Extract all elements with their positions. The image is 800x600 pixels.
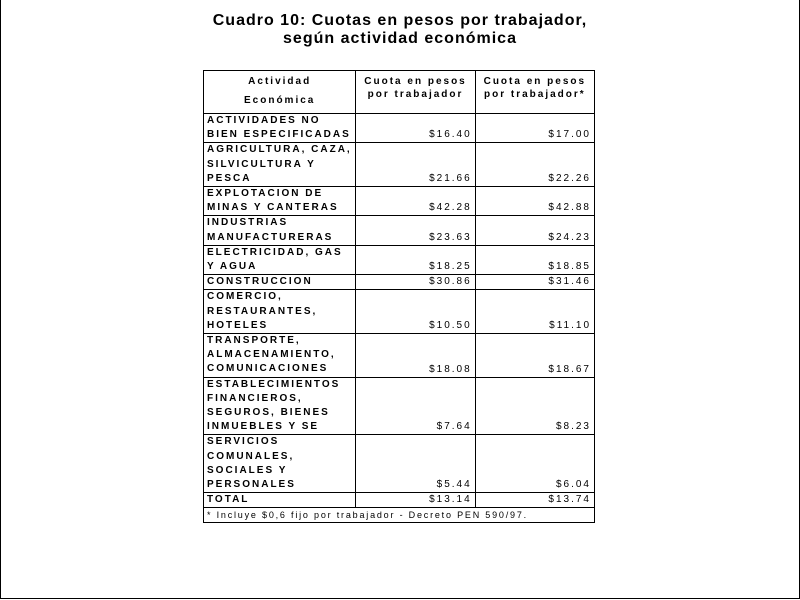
header-quota-2: Cuota en pesos por trabajador*	[475, 71, 594, 114]
footnote: * Incluye $0,6 fijo por trabajador - Decreto PEN 590/97.	[204, 508, 595, 523]
activity-cell: ESTABLECIMIENTOS FINANCIEROS, SEGUROS, BIENES INMUEBLES Y SE	[204, 377, 356, 435]
quota-1-cell: $18.25	[356, 245, 475, 274]
title-line-1: Cuadro 10: Cuotas en pesos por trabajador,	[212, 12, 588, 29]
table-row	[204, 216, 595, 245]
quota-2-cell: $17.00	[475, 114, 594, 143]
header-activity	[204, 71, 356, 114]
quota-2-cell: $31.46	[475, 275, 594, 290]
header-activity-line2: Económica	[244, 95, 316, 106]
activity-cell: ACTIVIDADES NO BIEN ESPECIFICADAS	[204, 114, 356, 143]
table-body	[204, 114, 595, 508]
page-title	[150, 12, 650, 48]
quota-2-cell: $11.10	[475, 290, 594, 334]
quota-1-cell: $30.86	[356, 275, 475, 290]
table-row	[204, 377, 595, 435]
quota-2-cell: $6.04	[475, 435, 594, 493]
quota-2-cell: $42.88	[475, 187, 594, 216]
quota-1-cell: $21.66	[356, 143, 475, 187]
quota-2-cell: $24.23	[475, 216, 594, 245]
activity-cell: SERVICIOS COMUNALES, SOCIALES Y PERSONALES	[204, 435, 356, 493]
quota-2-cell: $13.74	[475, 493, 594, 508]
table-row	[204, 290, 595, 334]
activity-cell: ELECTRICIDAD, GAS Y AGUA	[204, 245, 356, 274]
quota-2-cell: $22.26	[475, 143, 594, 187]
activity-cell: COMERCIO, RESTAURANTES, HOTELES	[204, 290, 356, 334]
activity-cell: EXPLOTACION DE MINAS Y CANTERAS	[204, 187, 356, 216]
header-activity-line1: Actividad	[248, 76, 312, 87]
quota-1-cell: $23.63	[356, 216, 475, 245]
title-line-2: según actividad económica	[283, 30, 517, 47]
table-row	[204, 143, 595, 187]
activity-cell: AGRICULTURA, CAZA, SILVICULTURA Y PESCA	[204, 143, 356, 187]
table-row	[204, 245, 595, 274]
header-quota-1: Cuota en pesos por trabajador	[356, 71, 475, 114]
quota-1-cell: $7.64	[356, 377, 475, 435]
table-row	[204, 114, 595, 143]
total-row	[204, 493, 595, 508]
quota-1-cell: $18.08	[356, 334, 475, 378]
activity-cell: INDUSTRIAS MANUFACTURERAS	[204, 216, 356, 245]
footnote-row	[204, 508, 595, 523]
quota-1-cell: $5.44	[356, 435, 475, 493]
activity-cell: CONSTRUCCION	[204, 275, 356, 290]
quota-2-cell: $18.67	[475, 334, 594, 378]
activity-cell: TOTAL	[204, 493, 356, 508]
quota-1-cell: $13.14	[356, 493, 475, 508]
quota-2-cell: $8.23	[475, 377, 594, 435]
quota-2-cell: $18.85	[475, 245, 594, 274]
header-row	[204, 71, 595, 114]
table-row	[204, 187, 595, 216]
quota-1-cell: $16.40	[356, 114, 475, 143]
table-row	[204, 275, 595, 290]
quota-1-cell: $10.50	[356, 290, 475, 334]
quota-1-cell: $42.28	[356, 187, 475, 216]
table-row	[204, 435, 595, 493]
activity-cell: TRANSPORTE, ALMACENAMIENTO, COMUNICACIONES	[204, 334, 356, 378]
quota-table	[203, 70, 595, 523]
table-row	[204, 334, 595, 378]
